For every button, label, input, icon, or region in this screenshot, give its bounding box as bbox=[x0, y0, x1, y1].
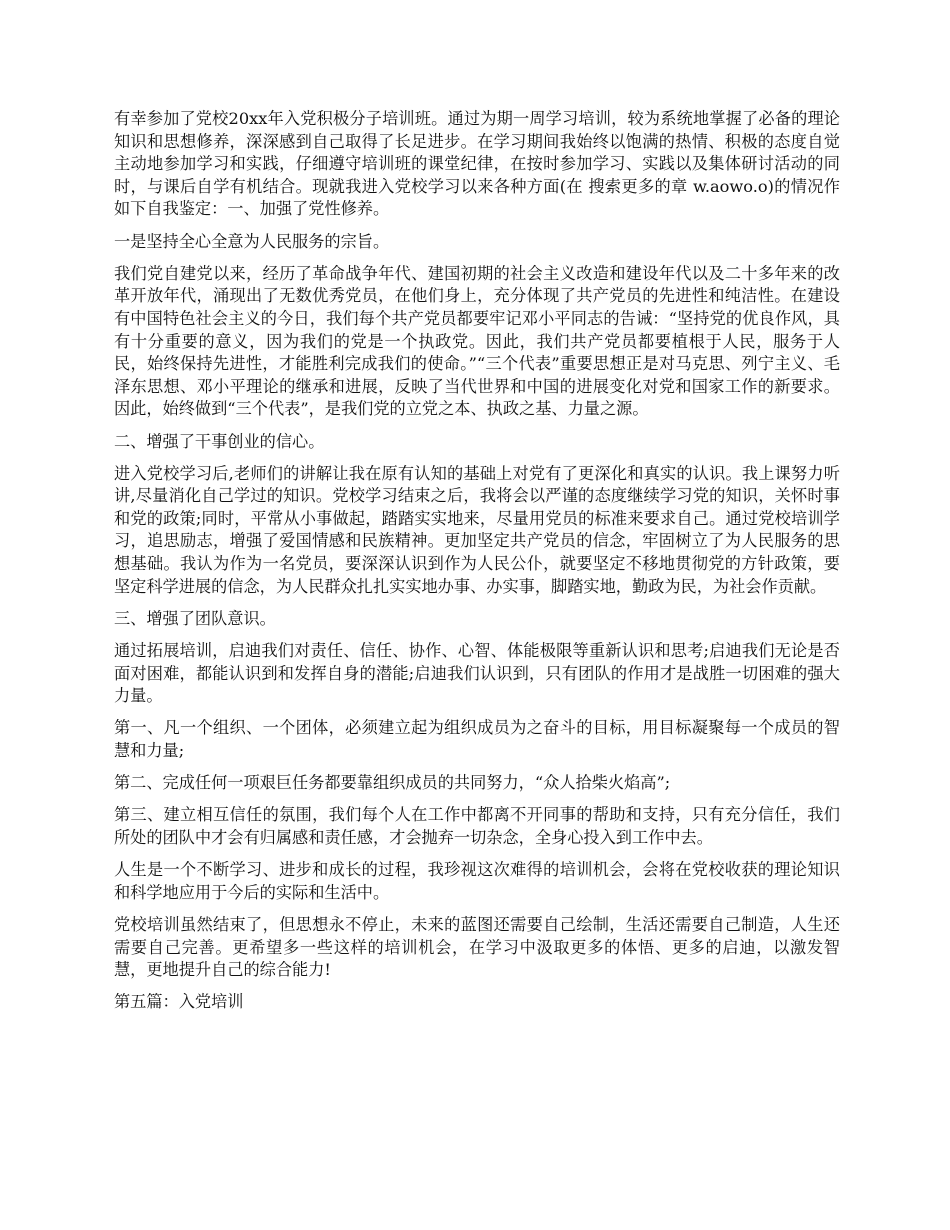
body-paragraph: 我们党自建党以来，经历了革命战争年代、建国初期的社会主义改造和建设年代以及二十多年来的改革开放年代，涌现出了无数优秀党员，在他们身上，充分体现了共产党员的先进性和纯洁性。在建设有中国特色社会主义的今日，我们每个共产党员都要牢记邓小平同志的告诫：“坚持党的优良作风，具有十分重要的意义，因为我们的党是一个执政党。因此，我们共产党员都要植根于人民，服务于人民，始终保持先进性，才能胜利完成我们的使命。”“三个代表”重要思想正是对马克思、列宁主义、毛泽东思想、邓小平理论的继承和进展，反映了当代世界和中国的进展变化对党和国家工作的新要求。因此，始终做到“三个代表”，是我们党的立党之本、执政之基、力量之源。 bbox=[114, 263, 840, 419]
intro-paragraph: 有幸参加了党校20xx年入党积极分子培训班。通过为期一周学习培训，较为系统地掌握了必备的理论知识和思想修养，深深感到自己取得了长足进步。在学习期间我始终以饱满的热情、积极的态度自觉主动地参加学习和实践，仔细遵守培训班的课堂纪律，在按时参加学习、实践以及集体研讨活动的同时，与课后自学有机结合。现就我进入党校学习以来各种方面(在 搜索更多的章 w.aowo.o)的情况作如下自我鉴定：一、加强了党性修养。 bbox=[114, 109, 840, 219]
chapter-heading: 第五篇：入党培训 bbox=[114, 992, 244, 1012]
section-heading-3: 三、增强了团队意识。 bbox=[114, 608, 276, 628]
list-item-second: 第二、完成任何一项艰巨任务都要靠组织成员的共同努力，“众人拾柴火焰高”; bbox=[114, 773, 671, 793]
list-item-first: 第一、凡一个组织、一个团体，必须建立起为组织成员为之奋斗的目标，用目标凝聚每一个成员的智慧和力量; bbox=[114, 718, 840, 760]
document-page bbox=[114, 108, 840, 1024]
body-paragraph: 党校培训虽然结束了，但思想永不停止，未来的蓝图还需要自己绘制，生活还需要自己制造，人生还需要自己完善。更希望多一些这样的培训机会，在学习中汲取更多的体悟、更多的启迪，以激发智慧，更地提升自己的综合能力! bbox=[114, 914, 840, 980]
body-paragraph: 人生是一个不断学习、进步和成长的过程，我珍视这次难得的培训机会，会将在党校收获的理论知识和科学地应用于今后的实际和生活中。 bbox=[114, 860, 840, 902]
point-heading-1: 一是坚持全心全意为人民服务的宗旨。 bbox=[114, 231, 390, 251]
body-paragraph: 通过拓展培训，启迪我们对责任、信任、协作、心智、体能极限等重新认识和思考;启迪我们无论是否面对困难，都能认识到和发挥自身的潜能;启迪我们认识到，只有团队的作用才是战胜一切困难的强大力量。 bbox=[114, 641, 840, 706]
list-item-third: 第三、建立相互信任的氛围，我们每个人在工作中都离不开同事的帮助和支持，只有充分信任，我们所处的团队中才会有归属感和责任感，才会抛弃一切杂念，全身心投入到工作中去。 bbox=[114, 805, 840, 847]
body-paragraph: 进入党校学习后,老师们的讲解让我在原有认知的基础上对党有了更深化和真实的认识。我上课努力听讲,尽量消化自己学过的知识。党校学习结束之后，我将会以严谨的态度继续学习党的知识，关怀时事和党的政策;同时，平常从小事做起，踏踏实实地来，尽量用党员的标准来要求自己。通过党校培训学习，追思励志，增强了爱国情感和民族精神。更加坚定共产党员的信念，牢固树立了为人民服务的思想基础。我认为作为一名党员，要深深认识到作为人民公仆，就要坚定不移地贯彻党的方针政策，要坚定科学进展的信念，为人民群众扎扎实实地办事、办实事，脚踏实地，勤政为民，为社会作贡献。 bbox=[114, 463, 840, 596]
section-heading-2: 二、增强了干事创业的信心。 bbox=[114, 431, 325, 451]
